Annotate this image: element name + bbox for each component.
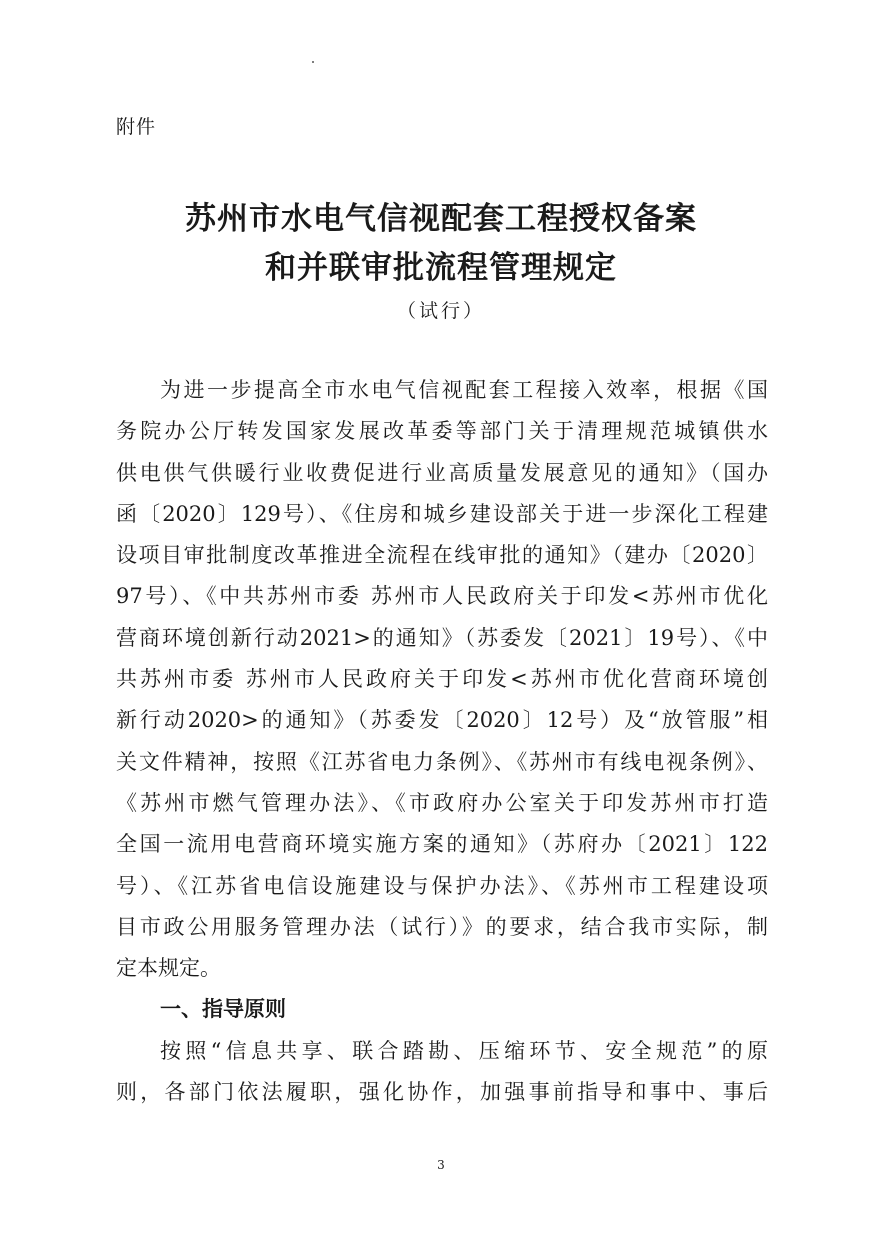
- document-title-line-1: 苏州市水电气信视配套工程授权备案: [185, 201, 697, 237]
- body-line: 营商环境创新行动2021>的通知》（苏委发〔2021〕19号）、《中: [116, 625, 768, 650]
- body-line: 务院办公厅转发国家发展改革委等部门关于清理规范城镇供水: [116, 419, 768, 444]
- body-line: 共苏州市委 苏州市人民政府关于印发<苏州市优化营商环境创: [116, 667, 768, 692]
- scan-speck: [312, 61, 314, 63]
- document-body: [116, 370, 768, 1113]
- page-number: 3: [437, 1158, 445, 1172]
- section-heading-guiding-principles: 一、指导原则: [160, 997, 286, 1022]
- document-title-line-2: 和并联审批流程管理规定: [265, 250, 617, 286]
- body-line: 号）、《江苏省电信设施建设与保护办法》、《苏州市工程建设项: [116, 873, 768, 898]
- body-line: 全国一流用电营商环境实施方案的通知》（苏府办〔2021〕122: [116, 832, 768, 857]
- body-line: 设项目审批制度改革推进全流程在线审批的通知》（建办〔2020〕: [116, 543, 768, 568]
- body-line: 按照“信息共享、联合踏勘、压缩环节、安全规范”的原: [160, 1038, 768, 1063]
- body-line: 为进一步提高全市水电气信视配套工程接入效率，根据《国: [160, 378, 768, 402]
- body-line: 定本规定。: [116, 956, 221, 981]
- body-line: 关文件精神，按照《江苏省电力条例》、《苏州市有线电视条例》、: [116, 749, 768, 774]
- body-line: 新行动2020>的通知》（苏委发〔2020〕12号）及“放管服”相: [116, 708, 768, 733]
- body-line: 目市政公用服务管理办法（试行）》的要求，结合我市实际，制: [116, 914, 768, 939]
- body-line: 供电供气供暖行业收费促进行业高质量发展意见的通知》（国办: [116, 460, 768, 485]
- document-subtitle: （试行）: [396, 300, 485, 322]
- body-line: 97号）、《中共苏州市委 苏州市人民政府关于印发<苏州市优化: [116, 584, 768, 609]
- body-line: 《苏州市燃气管理办法》、《市政府办公室关于印发苏州市打造: [116, 790, 768, 815]
- body-line: 函〔2020〕129号）、《住房和城乡建设部关于进一步深化工程建: [116, 501, 768, 526]
- attachment-label: 附件: [116, 116, 157, 138]
- body-line: 则，各部门依法履职，强化协作，加强事前指导和事中、事后: [116, 1080, 768, 1105]
